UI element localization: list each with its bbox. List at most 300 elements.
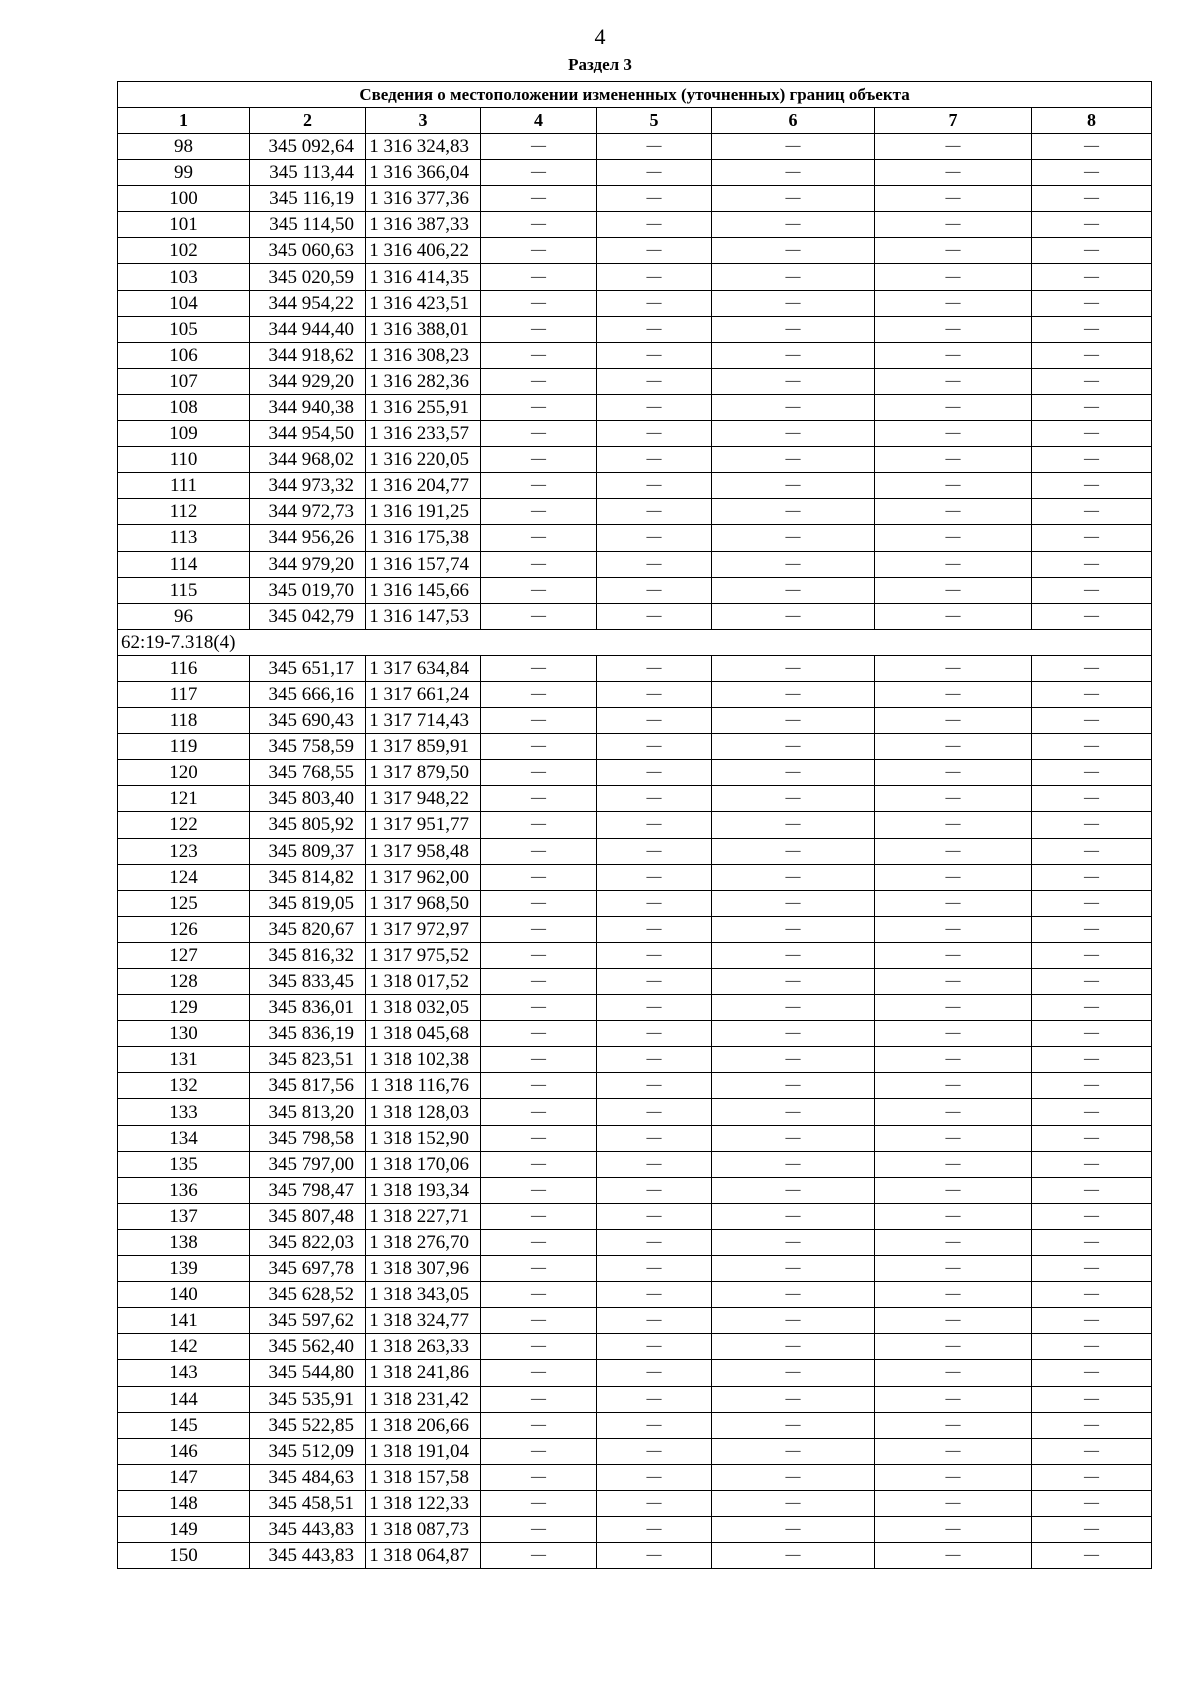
point-number-cell: 147 <box>118 1464 250 1490</box>
table-row <box>118 838 1152 864</box>
point-number-cell: 113 <box>118 525 250 551</box>
empty-value-cell: — <box>481 577 597 603</box>
y-coordinate-cell: 1 318 045,68 <box>366 1021 481 1047</box>
empty-value-cell: — <box>481 473 597 499</box>
point-number-cell: 141 <box>118 1308 250 1334</box>
y-coordinate-cell: 1 316 387,33 <box>366 212 481 238</box>
empty-value-cell: — <box>712 394 875 420</box>
y-coordinate-cell: 1 316 220,05 <box>366 447 481 473</box>
x-coordinate-cell: 345 833,45 <box>250 969 366 995</box>
empty-value-cell: — <box>597 1308 712 1334</box>
empty-value-cell: — <box>712 890 875 916</box>
empty-value-cell: — <box>481 1282 597 1308</box>
table-row <box>118 812 1152 838</box>
empty-value-cell: — <box>1032 290 1152 316</box>
empty-value-cell: — <box>1032 342 1152 368</box>
empty-value-cell: — <box>597 1047 712 1073</box>
table-row <box>118 1412 1152 1438</box>
empty-value-cell: — <box>481 290 597 316</box>
empty-value-cell: — <box>1032 1412 1152 1438</box>
empty-value-cell: — <box>712 1386 875 1412</box>
empty-value-cell: — <box>875 708 1032 734</box>
empty-value-cell: — <box>712 1256 875 1282</box>
point-number-cell: 134 <box>118 1125 250 1151</box>
point-number-cell: 140 <box>118 1282 250 1308</box>
empty-value-cell: — <box>1032 394 1152 420</box>
empty-value-cell: — <box>712 1334 875 1360</box>
empty-value-cell: — <box>712 186 875 212</box>
empty-value-cell: — <box>712 421 875 447</box>
empty-value-cell: — <box>712 447 875 473</box>
empty-value-cell: — <box>1032 1203 1152 1229</box>
empty-value-cell: — <box>1032 708 1152 734</box>
table-row <box>118 1360 1152 1386</box>
empty-value-cell: — <box>712 238 875 264</box>
empty-value-cell: — <box>597 1543 712 1569</box>
point-number-cell: 112 <box>118 499 250 525</box>
group-label: 62:19-7.318(4) <box>118 629 1152 655</box>
point-number-cell: 145 <box>118 1412 250 1438</box>
table-row <box>118 368 1152 394</box>
x-coordinate-cell: 345 484,63 <box>250 1464 366 1490</box>
point-number-cell: 146 <box>118 1438 250 1464</box>
table-row <box>118 942 1152 968</box>
empty-value-cell: — <box>481 368 597 394</box>
x-coordinate-cell: 344 968,02 <box>250 447 366 473</box>
empty-value-cell: — <box>597 551 712 577</box>
x-coordinate-cell: 345 060,63 <box>250 238 366 264</box>
table-row <box>118 995 1152 1021</box>
point-number-cell: 142 <box>118 1334 250 1360</box>
empty-value-cell: — <box>481 1125 597 1151</box>
y-coordinate-cell: 1 316 157,74 <box>366 551 481 577</box>
empty-value-cell: — <box>875 1021 1032 1047</box>
empty-value-cell: — <box>481 890 597 916</box>
point-number-cell: 132 <box>118 1073 250 1099</box>
y-coordinate-cell: 1 318 231,42 <box>366 1386 481 1412</box>
empty-value-cell: — <box>481 394 597 420</box>
y-coordinate-cell: 1 318 191,04 <box>366 1438 481 1464</box>
empty-value-cell: — <box>875 1386 1032 1412</box>
table-row <box>118 577 1152 603</box>
group-row <box>118 629 1152 655</box>
table-row <box>118 864 1152 890</box>
empty-value-cell: — <box>481 1308 597 1334</box>
point-number-cell: 103 <box>118 264 250 290</box>
x-coordinate-cell: 345 443,83 <box>250 1543 366 1569</box>
empty-value-cell: — <box>1032 1490 1152 1516</box>
table-row <box>118 1334 1152 1360</box>
empty-value-cell: — <box>1032 734 1152 760</box>
empty-value-cell: — <box>1032 1438 1152 1464</box>
empty-value-cell: — <box>875 1334 1032 1360</box>
y-coordinate-cell: 1 318 157,58 <box>366 1464 481 1490</box>
x-coordinate-cell: 345 814,82 <box>250 864 366 890</box>
table-row <box>118 1438 1152 1464</box>
point-number-cell: 125 <box>118 890 250 916</box>
y-coordinate-cell: 1 317 975,52 <box>366 942 481 968</box>
table-row <box>118 1125 1152 1151</box>
empty-value-cell: — <box>597 499 712 525</box>
empty-value-cell: — <box>1032 916 1152 942</box>
y-coordinate-cell: 1 316 324,83 <box>366 134 481 160</box>
empty-value-cell: — <box>1032 316 1152 342</box>
empty-value-cell: — <box>875 186 1032 212</box>
table-title-row <box>118 82 1152 108</box>
y-coordinate-cell: 1 318 017,52 <box>366 969 481 995</box>
y-coordinate-cell: 1 318 324,77 <box>366 1308 481 1334</box>
empty-value-cell: — <box>875 290 1032 316</box>
table-row <box>118 421 1152 447</box>
empty-value-cell: — <box>597 786 712 812</box>
empty-value-cell: — <box>481 1360 597 1386</box>
empty-value-cell: — <box>597 734 712 760</box>
x-coordinate-cell: 345 822,03 <box>250 1229 366 1255</box>
empty-value-cell: — <box>481 212 597 238</box>
empty-value-cell: — <box>1032 1282 1152 1308</box>
point-number-cell: 131 <box>118 1047 250 1073</box>
empty-value-cell: — <box>597 186 712 212</box>
empty-value-cell: — <box>712 864 875 890</box>
empty-value-cell: — <box>1032 447 1152 473</box>
empty-value-cell: — <box>1032 864 1152 890</box>
empty-value-cell: — <box>597 603 712 629</box>
empty-value-cell: — <box>875 838 1032 864</box>
empty-value-cell: — <box>1032 681 1152 707</box>
point-number-cell: 100 <box>118 186 250 212</box>
x-coordinate-cell: 344 954,50 <box>250 421 366 447</box>
empty-value-cell: — <box>481 864 597 890</box>
section-title: Раздел 3 <box>568 55 632 74</box>
empty-value-cell: — <box>481 734 597 760</box>
x-coordinate-cell: 344 918,62 <box>250 342 366 368</box>
point-number-cell: 149 <box>118 1516 250 1542</box>
table-title: Сведения о местоположении измененных (уточненных) границ объекта <box>118 82 1152 108</box>
point-number-cell: 150 <box>118 1543 250 1569</box>
y-coordinate-cell: 1 316 423,51 <box>366 290 481 316</box>
y-coordinate-cell: 1 317 948,22 <box>366 786 481 812</box>
point-number-cell: 144 <box>118 1386 250 1412</box>
y-coordinate-cell: 1 318 263,33 <box>366 1334 481 1360</box>
empty-value-cell: — <box>875 1125 1032 1151</box>
empty-value-cell: — <box>481 1099 597 1125</box>
point-number-cell: 128 <box>118 969 250 995</box>
empty-value-cell: — <box>597 1073 712 1099</box>
x-coordinate-cell: 345 817,56 <box>250 1073 366 1099</box>
empty-value-cell: — <box>597 1125 712 1151</box>
empty-value-cell: — <box>1032 1099 1152 1125</box>
empty-value-cell: — <box>481 316 597 342</box>
table-row <box>118 655 1152 681</box>
empty-value-cell: — <box>597 394 712 420</box>
empty-value-cell: — <box>712 734 875 760</box>
y-coordinate-cell: 1 317 661,24 <box>366 681 481 707</box>
empty-value-cell: — <box>1032 238 1152 264</box>
empty-value-cell: — <box>597 890 712 916</box>
x-coordinate-cell: 345 823,51 <box>250 1047 366 1073</box>
table-row <box>118 238 1152 264</box>
empty-value-cell: — <box>712 1047 875 1073</box>
empty-value-cell: — <box>712 525 875 551</box>
x-coordinate-cell: 345 597,62 <box>250 1308 366 1334</box>
empty-value-cell: — <box>875 342 1032 368</box>
y-coordinate-cell: 1 318 122,33 <box>366 1490 481 1516</box>
point-number-cell: 133 <box>118 1099 250 1125</box>
empty-value-cell: — <box>875 655 1032 681</box>
point-number-cell: 116 <box>118 655 250 681</box>
empty-value-cell: — <box>597 368 712 394</box>
empty-value-cell: — <box>1032 812 1152 838</box>
empty-value-cell: — <box>597 1203 712 1229</box>
empty-value-cell: — <box>481 603 597 629</box>
x-coordinate-cell: 345 116,19 <box>250 186 366 212</box>
table-row <box>118 1516 1152 1542</box>
empty-value-cell: — <box>481 838 597 864</box>
empty-value-cell: — <box>712 655 875 681</box>
empty-value-cell: — <box>875 1516 1032 1542</box>
y-coordinate-cell: 1 316 308,23 <box>366 342 481 368</box>
empty-value-cell: — <box>875 603 1032 629</box>
empty-value-cell: — <box>481 760 597 786</box>
y-coordinate-cell: 1 316 255,91 <box>366 394 481 420</box>
x-coordinate-cell: 345 458,51 <box>250 1490 366 1516</box>
point-number-cell: 114 <box>118 551 250 577</box>
empty-value-cell: — <box>875 1282 1032 1308</box>
empty-value-cell: — <box>712 1464 875 1490</box>
empty-value-cell: — <box>712 1490 875 1516</box>
x-coordinate-cell: 345 042,79 <box>250 603 366 629</box>
empty-value-cell: — <box>875 1099 1032 1125</box>
empty-value-cell: — <box>1032 1229 1152 1255</box>
column-header: 8 <box>1032 108 1152 134</box>
empty-value-cell: — <box>712 1021 875 1047</box>
point-number-cell: 104 <box>118 290 250 316</box>
empty-value-cell: — <box>597 969 712 995</box>
table-row <box>118 316 1152 342</box>
table-row <box>118 1177 1152 1203</box>
empty-value-cell: — <box>875 1490 1032 1516</box>
y-coordinate-cell: 1 317 962,00 <box>366 864 481 890</box>
empty-value-cell: — <box>1032 1125 1152 1151</box>
empty-value-cell: — <box>712 577 875 603</box>
point-number-cell: 129 <box>118 995 250 1021</box>
empty-value-cell: — <box>875 812 1032 838</box>
table-row <box>118 1464 1152 1490</box>
x-coordinate-cell: 345 114,50 <box>250 212 366 238</box>
empty-value-cell: — <box>712 812 875 838</box>
x-coordinate-cell: 345 797,00 <box>250 1151 366 1177</box>
empty-value-cell: — <box>597 264 712 290</box>
y-coordinate-cell: 1 317 968,50 <box>366 890 481 916</box>
empty-value-cell: — <box>597 1177 712 1203</box>
x-coordinate-cell: 344 944,40 <box>250 316 366 342</box>
empty-value-cell: — <box>875 1438 1032 1464</box>
empty-value-cell: — <box>481 1490 597 1516</box>
empty-value-cell: — <box>597 160 712 186</box>
column-header: 2 <box>250 108 366 134</box>
empty-value-cell: — <box>1032 473 1152 499</box>
table-row <box>118 1099 1152 1125</box>
x-coordinate-cell: 345 562,40 <box>250 1334 366 1360</box>
x-coordinate-cell: 345 798,58 <box>250 1125 366 1151</box>
table-row <box>118 1021 1152 1047</box>
y-coordinate-cell: 1 317 951,77 <box>366 812 481 838</box>
x-coordinate-cell: 345 819,05 <box>250 890 366 916</box>
empty-value-cell: — <box>481 995 597 1021</box>
empty-value-cell: — <box>712 603 875 629</box>
y-coordinate-cell: 1 317 958,48 <box>366 838 481 864</box>
table-row <box>118 212 1152 238</box>
empty-value-cell: — <box>875 394 1032 420</box>
empty-value-cell: — <box>597 290 712 316</box>
y-coordinate-cell: 1 318 307,96 <box>366 1256 481 1282</box>
empty-value-cell: — <box>597 421 712 447</box>
table-row <box>118 708 1152 734</box>
empty-value-cell: — <box>597 1360 712 1386</box>
table-row <box>118 264 1152 290</box>
point-number-cell: 96 <box>118 603 250 629</box>
empty-value-cell: — <box>1032 551 1152 577</box>
empty-value-cell: — <box>875 1256 1032 1282</box>
point-number-cell: 108 <box>118 394 250 420</box>
empty-value-cell: — <box>712 290 875 316</box>
empty-value-cell: — <box>875 1151 1032 1177</box>
point-number-cell: 107 <box>118 368 250 394</box>
column-header: 6 <box>712 108 875 134</box>
empty-value-cell: — <box>875 864 1032 890</box>
empty-value-cell: — <box>712 1438 875 1464</box>
empty-value-cell: — <box>481 1386 597 1412</box>
empty-value-cell: — <box>712 1360 875 1386</box>
point-number-cell: 139 <box>118 1256 250 1282</box>
empty-value-cell: — <box>875 1412 1032 1438</box>
empty-value-cell: — <box>597 577 712 603</box>
empty-value-cell: — <box>597 473 712 499</box>
empty-value-cell: — <box>1032 890 1152 916</box>
x-coordinate-cell: 345 805,92 <box>250 812 366 838</box>
empty-value-cell: — <box>875 473 1032 499</box>
empty-value-cell: — <box>1032 186 1152 212</box>
x-coordinate-cell: 345 836,01 <box>250 995 366 1021</box>
empty-value-cell: — <box>481 1543 597 1569</box>
empty-value-cell: — <box>1032 942 1152 968</box>
y-coordinate-cell: 1 316 147,53 <box>366 603 481 629</box>
empty-value-cell: — <box>1032 264 1152 290</box>
table-body <box>118 82 1152 1569</box>
empty-value-cell: — <box>481 525 597 551</box>
empty-value-cell: — <box>481 1256 597 1282</box>
empty-value-cell: — <box>875 421 1032 447</box>
point-number-cell: 143 <box>118 1360 250 1386</box>
empty-value-cell: — <box>481 1151 597 1177</box>
y-coordinate-cell: 1 317 634,84 <box>366 655 481 681</box>
empty-value-cell: — <box>1032 838 1152 864</box>
x-coordinate-cell: 345 020,59 <box>250 264 366 290</box>
table-row <box>118 916 1152 942</box>
table-row <box>118 760 1152 786</box>
table-row <box>118 1282 1152 1308</box>
empty-value-cell: — <box>597 134 712 160</box>
column-header: 5 <box>597 108 712 134</box>
empty-value-cell: — <box>875 1360 1032 1386</box>
empty-value-cell: — <box>597 1021 712 1047</box>
empty-value-cell: — <box>712 473 875 499</box>
point-number-cell: 111 <box>118 473 250 499</box>
empty-value-cell: — <box>1032 1386 1152 1412</box>
empty-value-cell: — <box>1032 1308 1152 1334</box>
y-coordinate-cell: 1 316 175,38 <box>366 525 481 551</box>
y-coordinate-cell: 1 318 102,38 <box>366 1047 481 1073</box>
empty-value-cell: — <box>875 1229 1032 1255</box>
empty-value-cell: — <box>597 838 712 864</box>
table-row <box>118 342 1152 368</box>
table-row <box>118 499 1152 525</box>
empty-value-cell: — <box>1032 160 1152 186</box>
empty-value-cell: — <box>481 786 597 812</box>
empty-value-cell: — <box>597 212 712 238</box>
table-row <box>118 551 1152 577</box>
y-coordinate-cell: 1 316 233,57 <box>366 421 481 447</box>
empty-value-cell: — <box>1032 1073 1152 1099</box>
empty-value-cell: — <box>1032 134 1152 160</box>
empty-value-cell: — <box>597 316 712 342</box>
table-row <box>118 473 1152 499</box>
x-coordinate-cell: 344 940,38 <box>250 394 366 420</box>
empty-value-cell: — <box>1032 577 1152 603</box>
y-coordinate-cell: 1 318 128,03 <box>366 1099 481 1125</box>
table-row <box>118 1203 1152 1229</box>
point-number-cell: 127 <box>118 942 250 968</box>
point-number-cell: 102 <box>118 238 250 264</box>
empty-value-cell: — <box>875 160 1032 186</box>
empty-value-cell: — <box>481 681 597 707</box>
x-coordinate-cell: 345 628,52 <box>250 1282 366 1308</box>
x-coordinate-cell: 345 666,16 <box>250 681 366 707</box>
y-coordinate-cell: 1 316 145,66 <box>366 577 481 603</box>
empty-value-cell: — <box>875 1073 1032 1099</box>
page-number: 4 <box>594 24 606 49</box>
empty-value-cell: — <box>712 995 875 1021</box>
table-row <box>118 734 1152 760</box>
empty-value-cell: — <box>712 969 875 995</box>
empty-value-cell: — <box>1032 421 1152 447</box>
empty-value-cell: — <box>597 1099 712 1125</box>
y-coordinate-cell: 1 316 204,77 <box>366 473 481 499</box>
table-row <box>118 525 1152 551</box>
point-number-cell: 148 <box>118 1490 250 1516</box>
empty-value-cell: — <box>481 421 597 447</box>
empty-value-cell: — <box>481 942 597 968</box>
empty-value-cell: — <box>481 342 597 368</box>
empty-value-cell: — <box>597 995 712 1021</box>
table-row <box>118 394 1152 420</box>
empty-value-cell: — <box>712 134 875 160</box>
empty-value-cell: — <box>481 499 597 525</box>
empty-value-cell: — <box>1032 1177 1152 1203</box>
column-header: 4 <box>481 108 597 134</box>
point-number-cell: 121 <box>118 786 250 812</box>
empty-value-cell: — <box>481 1516 597 1542</box>
column-header: 3 <box>366 108 481 134</box>
empty-value-cell: — <box>712 760 875 786</box>
empty-value-cell: — <box>875 551 1032 577</box>
y-coordinate-cell: 1 318 170,06 <box>366 1151 481 1177</box>
empty-value-cell: — <box>481 551 597 577</box>
y-coordinate-cell: 1 318 064,87 <box>366 1543 481 1569</box>
x-coordinate-cell: 344 972,73 <box>250 499 366 525</box>
empty-value-cell: — <box>597 1334 712 1360</box>
empty-value-cell: — <box>712 1516 875 1542</box>
